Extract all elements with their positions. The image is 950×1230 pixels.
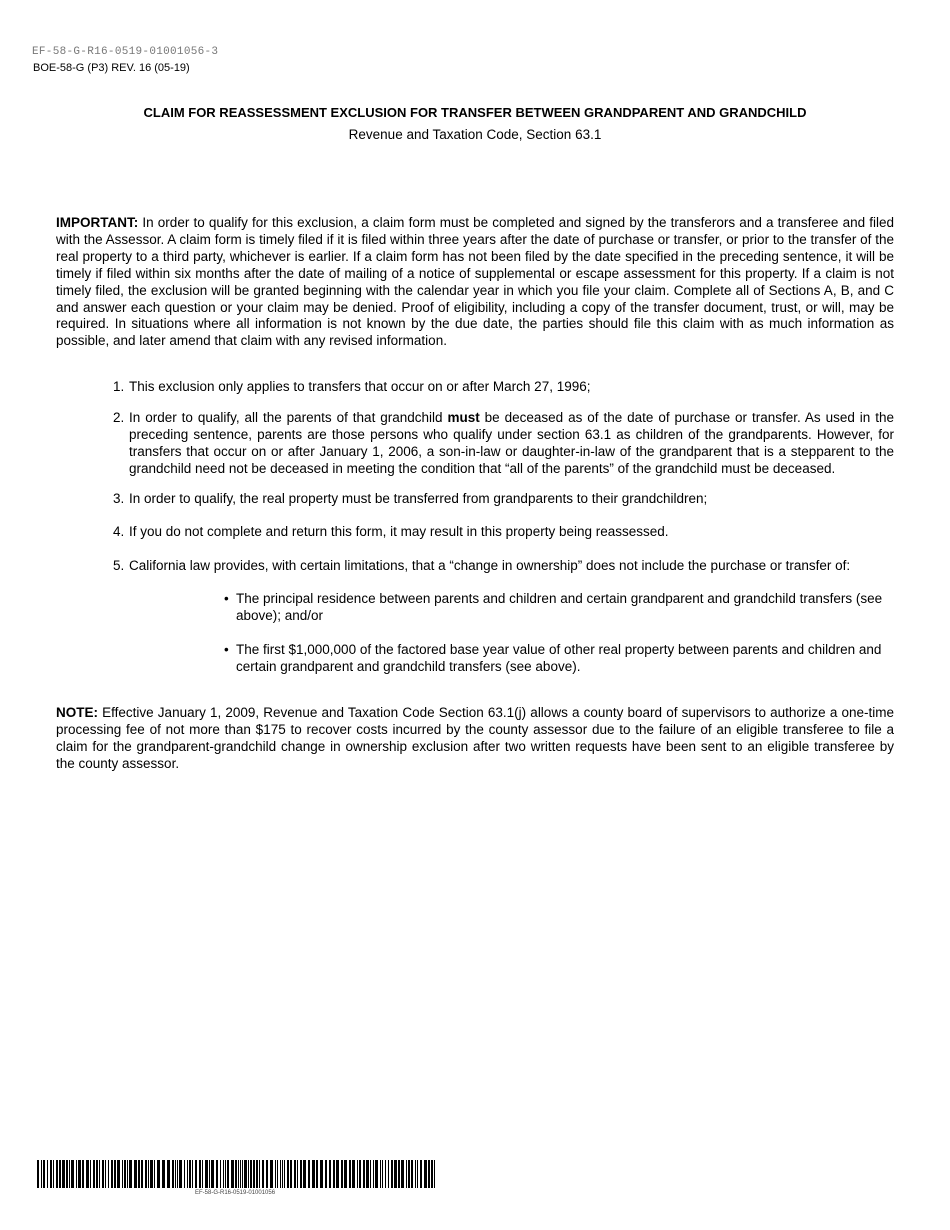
- barcode-bar: [297, 1160, 298, 1188]
- bullet-mark: •: [224, 591, 229, 606]
- barcode-bar: [195, 1160, 197, 1188]
- barcode-bar: [102, 1160, 104, 1188]
- list-item-number: 1.: [113, 379, 125, 394]
- barcode-bar: [141, 1160, 143, 1188]
- barcode-bar: [124, 1160, 126, 1188]
- barcode-bar: [333, 1160, 335, 1188]
- barcode-bar: [270, 1160, 273, 1188]
- barcode-bar: [76, 1160, 77, 1188]
- barcode-bar: [325, 1160, 327, 1188]
- barcode-bar: [275, 1160, 276, 1188]
- barcode-bar: [434, 1160, 435, 1188]
- bullet-text: The first $1,000,000 of the factored base year value of other real property between parents and children and certain grandparent and grandchild transfers (see above).: [236, 642, 882, 674]
- barcode-bar: [300, 1160, 302, 1188]
- barcode-bar: [406, 1160, 407, 1188]
- important-paragraph: [56, 215, 894, 350]
- list-item: [113, 524, 894, 541]
- barcode-bar: [216, 1160, 218, 1188]
- barcode-bar: [220, 1160, 221, 1188]
- barcode-bar: [184, 1160, 185, 1188]
- list-item: [113, 491, 894, 508]
- barcode-bar: [205, 1160, 208, 1188]
- barcode-bar: [401, 1160, 404, 1188]
- barcode-bar: [320, 1160, 323, 1188]
- barcode-bar: [287, 1160, 289, 1188]
- list-item-text: In order to qualify, all the parents of that grandchild: [129, 410, 448, 425]
- barcode-bar: [370, 1160, 371, 1188]
- barcode-bar: [398, 1160, 400, 1188]
- barcode-bar: [312, 1160, 315, 1188]
- barcode-bar: [50, 1160, 52, 1188]
- barcode-bar: [127, 1160, 128, 1188]
- barcode-bar: [373, 1160, 374, 1188]
- barcode-bar: [253, 1160, 255, 1188]
- barcode-bar: [424, 1160, 427, 1188]
- barcode-bar: [244, 1160, 247, 1188]
- note-paragraph: [56, 705, 894, 773]
- barcode-bar: [90, 1160, 91, 1188]
- barcode-bar: [256, 1160, 258, 1188]
- barcode-bar: [225, 1160, 226, 1188]
- form-title: CLAIM FOR REASSESSMENT EXCLUSION FOR TRANSFER BETWEEN GRANDPARENT AND GRANDCHILD: [143, 105, 807, 120]
- barcode-bar: [262, 1160, 264, 1188]
- note-text: Effective January 1, 2009, Revenue and Taxation Code Section 63.1(j) allows a county board of supervisors to authorize a one-time processing fee of not more than $175 to recover costs incurred by the county assessor due to the failure of an eligible transferee to file a claim for the grandparent-grandchild change in ownership exclusion after two written requests have been sent to an eligible transferee by the county assessor.: [56, 705, 894, 771]
- important-text: In order to qualify for this exclusion, a claim form must be completed and signed by the transferors and a transferee and filed with the Assessor. A claim form is timely filed if it is filed within three years after the date of purchase or transfer, or prior to the transfer of the real property to a third party, whichever is earlier. If a claim form has not been filed by the date specified in the preceding sentence, it will be timely if filed within six months after the date of mailing of a notice of supplemental or escape assessment for this property. If a claim is not timely filed, the exclusion will be granted beginning with the calendar year in which you file your claim. Complete all of Sections A, B, and C and answer each question or your claim may be denied. Proof of eligibility, including a copy of the transfer document, trust, or will, may be required. In situations where all information is not known by the due date, the parties should file this claim with as much information as possible, and later amend that claim with any revised information.: [56, 215, 894, 349]
- barcode-bar: [341, 1160, 343, 1188]
- barcode-bar: [86, 1160, 89, 1188]
- barcode: [37, 1160, 439, 1188]
- barcode-bar: [294, 1160, 296, 1188]
- barcode-bar: [238, 1160, 239, 1188]
- list-item-emphasis: must: [447, 410, 480, 425]
- barcode-bar: [167, 1160, 170, 1188]
- barcode-bar: [199, 1160, 201, 1188]
- barcode-bar: [62, 1160, 65, 1188]
- barcode-bar: [428, 1160, 430, 1188]
- barcode-bar: [344, 1160, 347, 1188]
- barcode-bar: [138, 1160, 140, 1188]
- barcode-bar: [240, 1160, 241, 1188]
- barcode-bar: [411, 1160, 413, 1188]
- bullet-mark: •: [224, 642, 229, 657]
- barcode-bar: [105, 1160, 106, 1188]
- barcode-bar: [359, 1160, 361, 1188]
- barcode-bar: [227, 1160, 229, 1188]
- barcode-bar: [391, 1160, 393, 1188]
- barcode-bar: [66, 1160, 68, 1188]
- barcode-bar: [41, 1160, 42, 1188]
- barcode-bar: [352, 1160, 355, 1188]
- barcode-bar: [53, 1160, 54, 1188]
- barcode-bar: [117, 1160, 120, 1188]
- barcode-bar: [290, 1160, 292, 1188]
- list-item-text: In order to qualify, the real property must be transferred from grandparents to their grandchildren;: [129, 491, 708, 506]
- barcode-bar: [366, 1160, 369, 1188]
- list-item-text: If you do not complete and return this form, it may result in this property being reassessed.: [129, 524, 669, 539]
- barcode-bar: [349, 1160, 351, 1188]
- barcode-bar: [388, 1160, 389, 1188]
- list-item-text: California law provides, with certain limitations, that a “change in ownership” does not include the purchase or transfer of:: [129, 558, 851, 573]
- form-revision: BOE-58-G (P3) REV. 16 (05-19): [33, 62, 190, 74]
- list-item: [113, 558, 894, 575]
- barcode-bar: [266, 1160, 268, 1188]
- barcode-bar: [259, 1160, 260, 1188]
- form-subtitle: Revenue and Taxation Code, Section 63.1: [348, 127, 602, 142]
- list-item-text: This exclusion only applies to transfers that occur on or after March 27, 1996;: [129, 379, 591, 394]
- barcode-bar: [37, 1160, 39, 1188]
- barcode-bar: [282, 1160, 283, 1188]
- barcode-bar: [122, 1160, 123, 1188]
- barcode-bar: [375, 1160, 378, 1188]
- barcode-bar: [211, 1160, 214, 1188]
- barcode-bar: [415, 1160, 416, 1188]
- barcode-bar: [431, 1160, 433, 1188]
- barcode-bar: [336, 1160, 339, 1188]
- form-id: EF-58-G-R16-0519-01001056-3: [32, 46, 219, 58]
- barcode-bar: [175, 1160, 176, 1188]
- barcode-bar: [408, 1160, 410, 1188]
- barcode-bar: [380, 1160, 381, 1188]
- barcode-bar: [303, 1160, 306, 1188]
- barcode-bar: [192, 1160, 193, 1188]
- barcode-bar: [111, 1160, 113, 1188]
- barcode-bar: [202, 1160, 203, 1188]
- barcode-bar: [162, 1160, 165, 1188]
- bullet-item: [224, 642, 884, 676]
- barcode-bar: [69, 1160, 70, 1188]
- barcode-bar: [47, 1160, 48, 1188]
- barcode-bar: [187, 1160, 188, 1188]
- barcode-bar: [277, 1160, 278, 1188]
- barcode-bar: [248, 1160, 249, 1188]
- barcode-bar: [394, 1160, 397, 1188]
- barcode-bar: [148, 1160, 149, 1188]
- barcode-bar: [157, 1160, 160, 1188]
- barcode-bar: [150, 1160, 153, 1188]
- barcode-bar: [145, 1160, 147, 1188]
- bullet-text: The principal residence between parents and children and certain grandparent and grandchild transfers (see above); and/or: [236, 591, 883, 623]
- barcode-bar: [231, 1160, 234, 1188]
- barcode-bar: [177, 1160, 178, 1188]
- barcode-bar: [93, 1160, 95, 1188]
- barcode-bar: [82, 1160, 84, 1188]
- barcode-bar: [172, 1160, 174, 1188]
- barcode-bar: [357, 1160, 358, 1188]
- barcode-bar: [284, 1160, 285, 1188]
- barcode-bar: [250, 1160, 252, 1188]
- note-label: NOTE:: [56, 705, 98, 720]
- bullet-item: [224, 591, 884, 625]
- barcode-bar: [382, 1160, 383, 1188]
- list-item-number: 3.: [113, 491, 125, 506]
- barcode-bar: [209, 1160, 210, 1188]
- barcode-caption: EF-58-G-R16-0519-01001056: [195, 1190, 276, 1196]
- barcode-bar: [223, 1160, 224, 1188]
- list-item-number: 2.: [113, 410, 125, 425]
- barcode-bar: [56, 1160, 58, 1188]
- list-item: [113, 379, 894, 396]
- barcode-bar: [242, 1160, 243, 1188]
- barcode-bar: [235, 1160, 237, 1188]
- barcode-bar: [308, 1160, 310, 1188]
- barcode-bar: [99, 1160, 100, 1188]
- barcode-bar: [59, 1160, 61, 1188]
- list-item-text: be deceased as of the date of purchase or transfer. As used in the preceding sentence, parents are those persons who qualify under section 63.1 as children of the grandparents. However, for transfers that occur on or after January 1, 2006, a son-in-law or daughter-in-law of the grandparent that is a stepparent to the grandchild need not be deceased in meeting the condition that “all of the parents” of the grandchild must be deceased.: [129, 410, 894, 476]
- barcode-bar: [129, 1160, 132, 1188]
- barcode-bar: [179, 1160, 182, 1188]
- barcode-bar: [417, 1160, 418, 1188]
- barcode-bar: [329, 1160, 331, 1188]
- barcode-bar: [280, 1160, 281, 1188]
- barcode-bar: [96, 1160, 98, 1188]
- barcode-bar: [134, 1160, 137, 1188]
- list-item-number: 5.: [113, 558, 125, 573]
- barcode-bar: [189, 1160, 191, 1188]
- barcode-bar: [78, 1160, 81, 1188]
- barcode-bar: [154, 1160, 155, 1188]
- list-item-number: 4.: [113, 524, 125, 539]
- barcode-bar: [363, 1160, 365, 1188]
- barcode-bar: [108, 1160, 109, 1188]
- barcode-bar: [316, 1160, 318, 1188]
- barcode-bar: [385, 1160, 386, 1188]
- barcode-bar: [43, 1160, 45, 1188]
- barcode-bar: [420, 1160, 422, 1188]
- barcode-bar: [114, 1160, 116, 1188]
- barcode-bar: [71, 1160, 74, 1188]
- list-item: [113, 410, 894, 478]
- important-label: IMPORTANT:: [56, 215, 139, 230]
